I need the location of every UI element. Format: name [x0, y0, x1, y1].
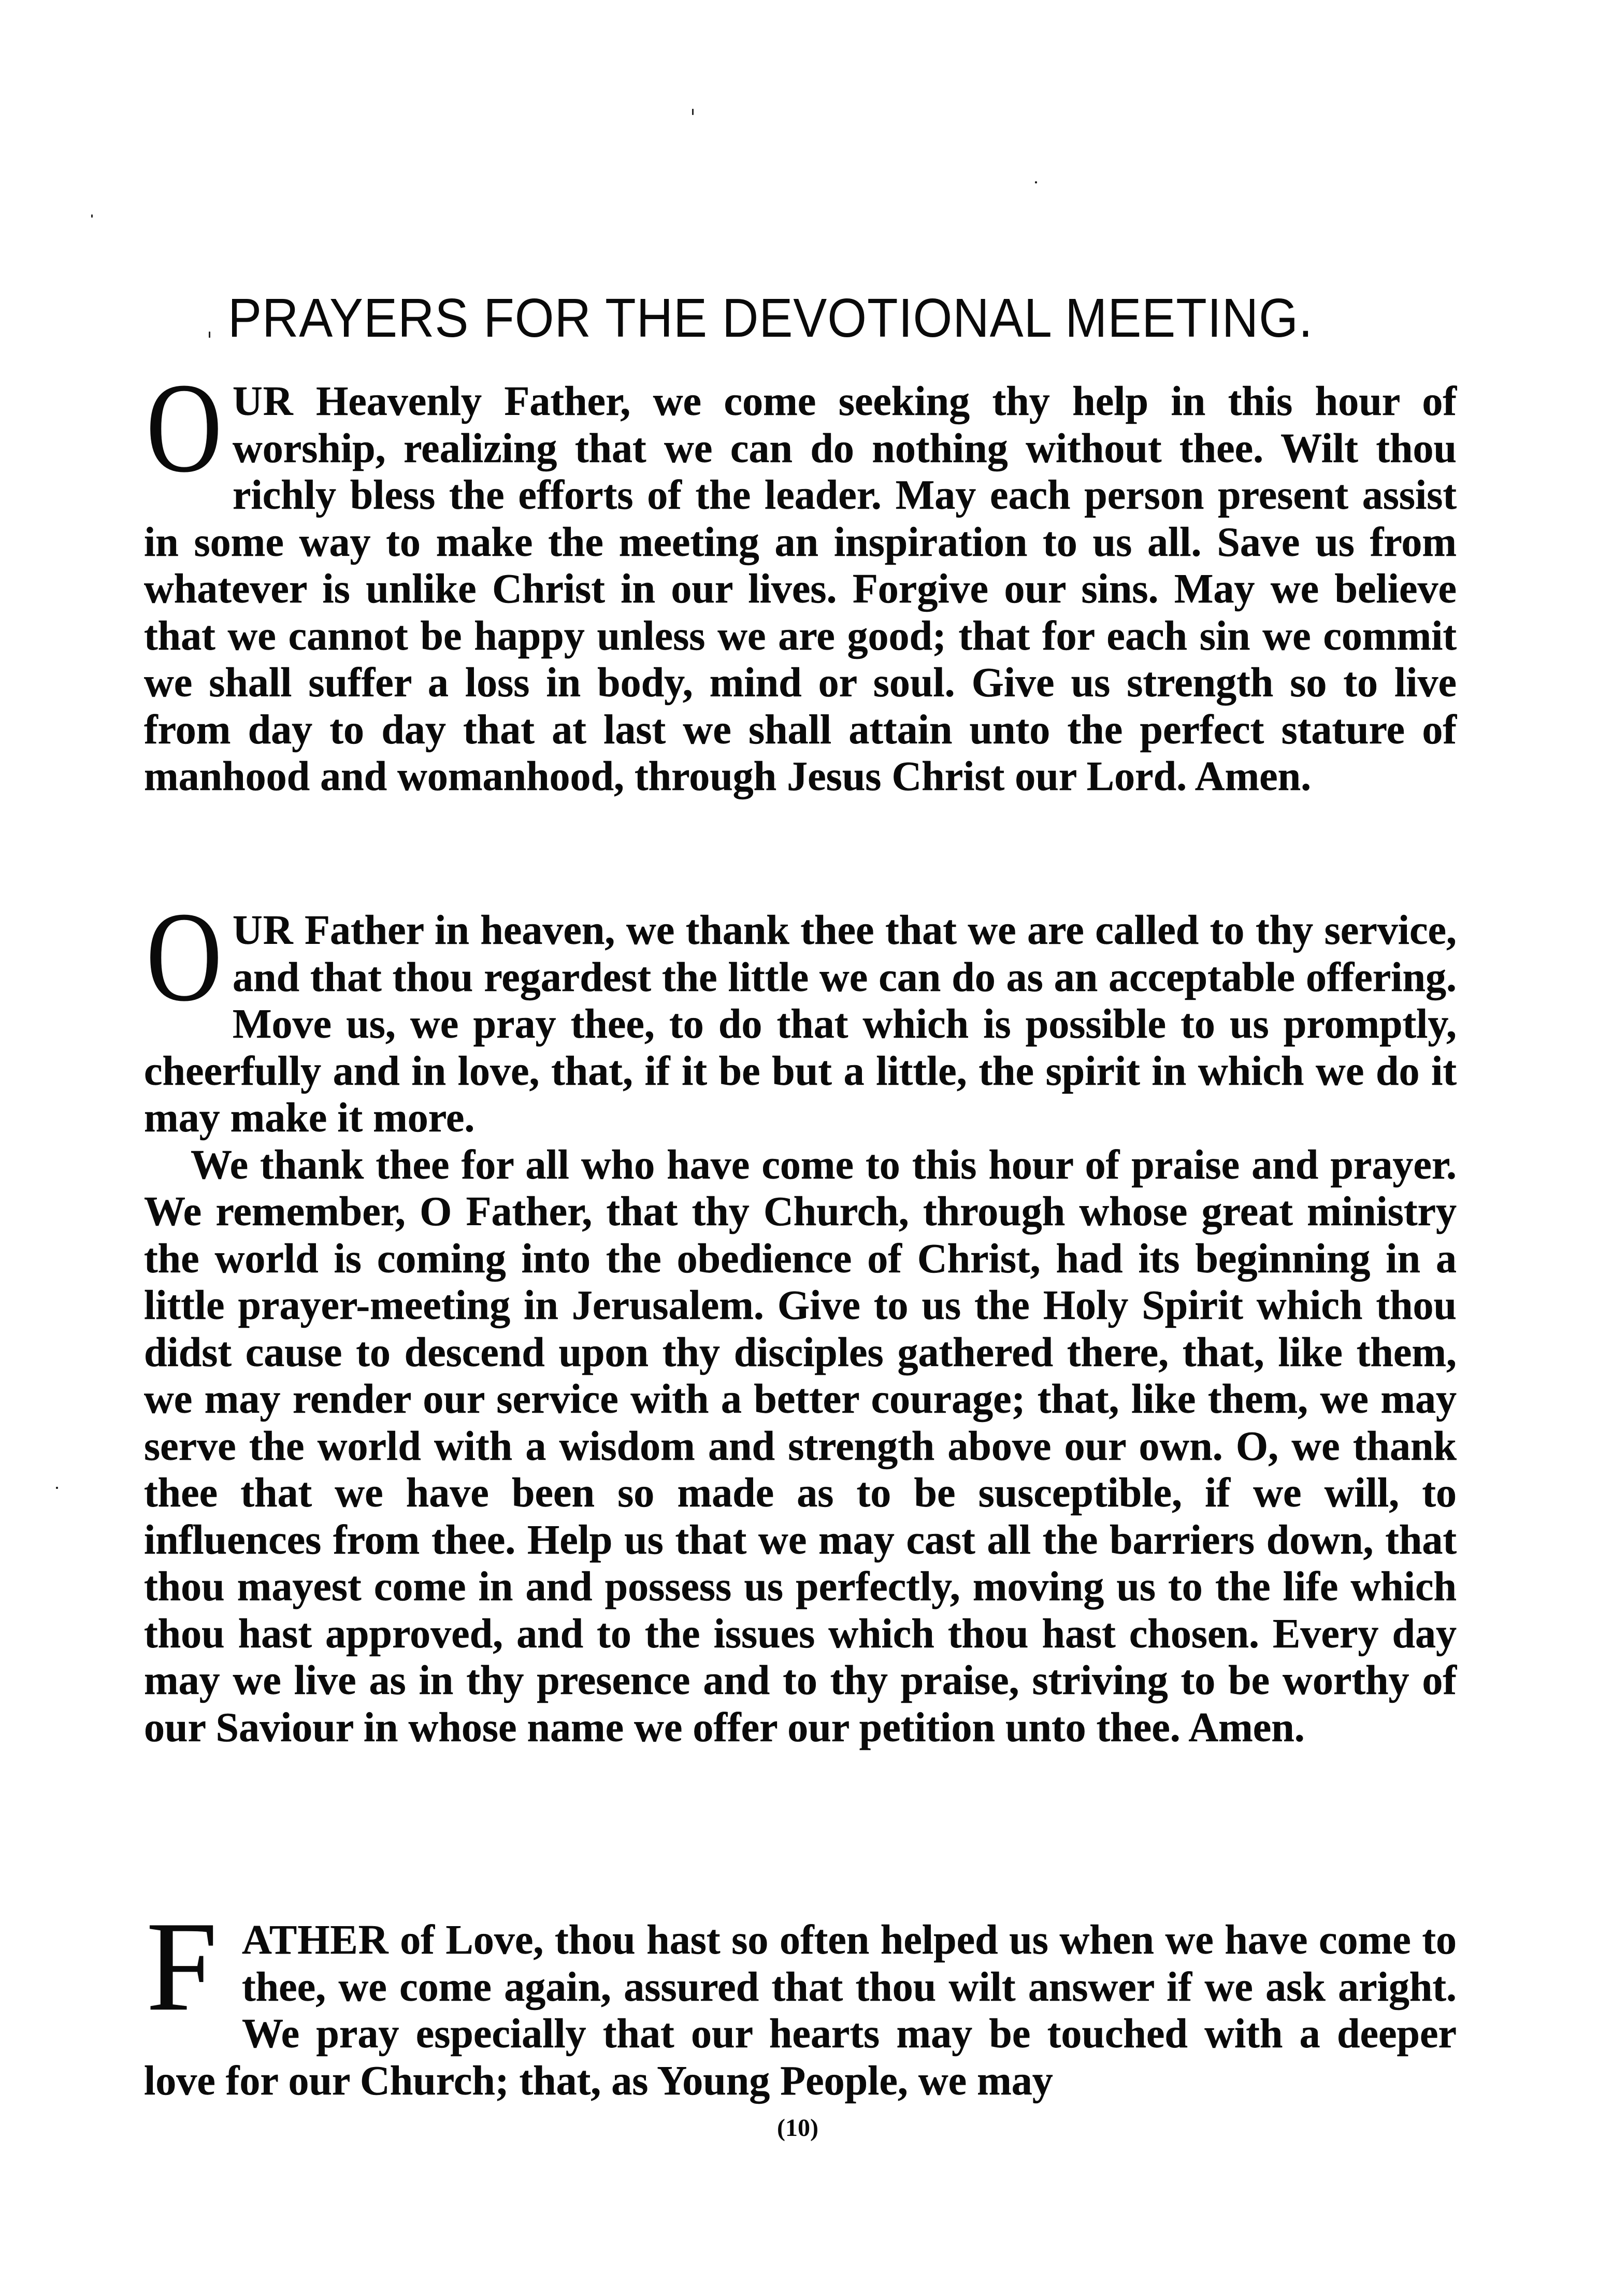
- lead-word: UR: [233, 908, 294, 953]
- scan-speck: [209, 332, 210, 338]
- lead-word: ATHER: [242, 1917, 389, 1963]
- drop-cap: F: [146, 1895, 218, 2037]
- prayer-paragraph: [144, 885, 1457, 1142]
- drop-cap: O: [146, 885, 222, 1028]
- prayer-1: [144, 356, 1457, 800]
- prayer-paragraph: [144, 356, 1457, 800]
- scan-speck: [1035, 181, 1037, 183]
- scan-speck: [56, 1487, 58, 1489]
- page-number: (10): [777, 2114, 818, 2142]
- prayer-paragraph: [144, 1142, 1457, 1752]
- paragraph-text: We thank thee for all who have come to this hour of praise and prayer. We remember, O Father, that thy Church, through whose great ministry the world is coming into the obedience of Christ, had its beginning in a little prayer-meeting in Jerusalem. Give to us the Holy Spirit which thou didst cause to descend upon thy disciples gathered there, that, like them, we may render our service with a better courage; that, like them, we may serve the world with a wisdom and strength above our own. O, we thank thee that we have been so made as to be susceptible, if we will, to influences from thee. Help us that we may cast all the barriers down, that thou mayest come in and possess us perfectly, moving us to the life which thou hast approved, and to the issues which thou hast chosen. Every day may we live as in thy presence and to thy praise, striving to be worthy of our Saviour in whose name we offer our petition unto thee. Amen.: [144, 1142, 1457, 1750]
- paragraph-text: Heavenly Father, we come seeking thy help in this hour of worship, realizing that we can do nothing without thee. Wilt thou richly bless the efforts of the leader. May each person present assist in some way to make the meeting an inspiration to us all. Save us from whatever is unlike Christ in our lives. Forgive our sins. May we believe that we cannot be happy unless we are good; that for each sin we commit we shall suffer a loss in body, mind or soul. Give us strength so to live from day to day that at last we shall attain unto the perfect stature of manhood and womanhood, through Jesus Christ our Lord. Amen.: [144, 379, 1457, 799]
- drop-cap: O: [146, 356, 222, 499]
- paragraph-text: of Love, thou hast so often helped us when we have come to thee, we come again, assured that thou wilt answer if we ask aright. We pray especially that our hearts may be touched with a deeper love for our Church; that, as Young People, we may: [144, 1917, 1457, 2104]
- page-title: PRAYERS FOR THE DEVOTIONAL MEETING.: [228, 288, 1313, 349]
- paragraph-text: Father in heaven, we thank thee that we are called to thy service, and that thou regardest the little we can do as an acceptable offering. Move us, we pray thee, to do that which is possible to us promptly, cheerfully and in love, that, if it be but a little, the spirit in which we do it may make it more.: [144, 908, 1457, 1141]
- lead-word: UR: [233, 379, 294, 424]
- prayer-paragraph: [144, 1895, 1457, 2104]
- prayer-2: [144, 885, 1457, 1751]
- scan-speck: [91, 214, 93, 218]
- prayer-3: [144, 1895, 1457, 2104]
- scan-speck: [692, 109, 694, 115]
